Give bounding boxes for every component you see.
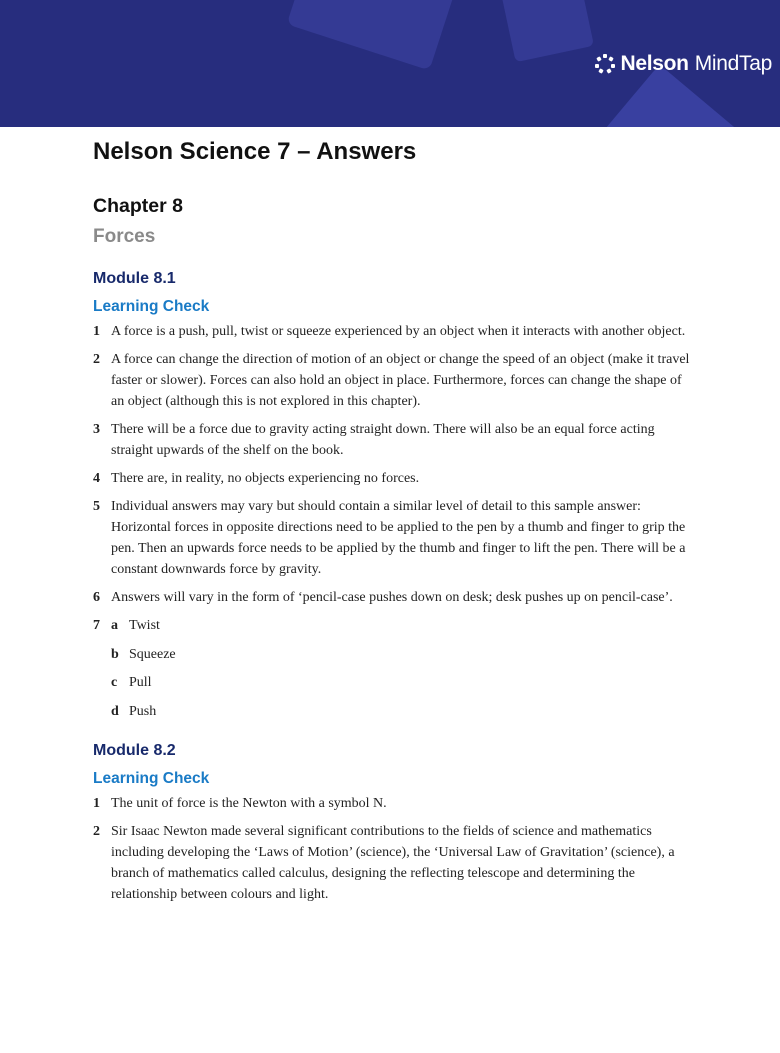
sub-answer <box>93 672 693 693</box>
document-body <box>93 138 693 912</box>
answer-item <box>93 321 693 342</box>
answer-number: 3 <box>93 422 100 437</box>
answer-number: 1 <box>93 795 100 811</box>
sub-answer <box>93 701 693 722</box>
sub-answer-letter: b <box>111 646 119 662</box>
sub-answer-text: Twist <box>129 618 160 633</box>
answer-text: A force can change the direction of motion of an object or change the speed of an object (make it travel faster or slower). Forces can also hold an object in place. Furthermore, forces can change the shape of an object (although this is not explored in this chapter). <box>111 352 690 409</box>
chapter-label: Chapter 8 <box>93 195 183 217</box>
answer-item <box>93 821 693 905</box>
answer-list <box>93 321 693 608</box>
chapter-name: Forces <box>93 226 156 247</box>
answer-text: A force is a push, pull, twist or squeeze experienced by an object when it interacts with another object. <box>111 324 686 339</box>
answer-item <box>93 468 693 489</box>
banner-decoration <box>496 0 594 62</box>
answer-number: 1 <box>93 324 100 339</box>
nelson-logo-icon <box>594 54 616 74</box>
sub-answer <box>93 615 693 636</box>
module-heading: Module 8.1 <box>93 270 176 287</box>
sub-answer-letter: a <box>111 618 118 633</box>
sub-answer-text: Squeeze <box>129 646 176 662</box>
answer-item <box>93 587 693 608</box>
answer-number: 5 <box>93 499 100 514</box>
sub-answer-text: Push <box>129 703 157 719</box>
answer-text: There are, in reality, no objects experiencing no forces. <box>111 471 420 486</box>
answer-text: The unit of force is the Newton with a symbol N. <box>111 795 387 811</box>
sub-answer <box>93 644 693 665</box>
nelson-mindtap-logo <box>594 52 773 76</box>
answer-text: Sir Isaac Newton made several significant contributions to the fields of science and mathematics including developing the ‘Laws of Motion’ (science), the ‘Universal Law of Gravitation’ (science), a branch of mathematics called calculus, designing the reflecting telescope and determining the relationship between colours and light. <box>111 823 675 902</box>
answer-number: 2 <box>93 823 100 839</box>
answer-list <box>93 793 693 905</box>
answer-text: Answers will vary in the form of ‘pencil-case pushes down on desk; desk pushes up on pencil-case’. <box>111 590 673 605</box>
banner-decoration <box>287 0 464 70</box>
learning-check-heading: Learning Check <box>93 769 210 787</box>
header-banner <box>0 0 780 127</box>
answer-item <box>93 793 693 814</box>
answer-number: 2 <box>93 352 100 367</box>
answer-number: 4 <box>93 471 100 486</box>
answer-item-7 <box>93 615 693 722</box>
answer-item <box>93 496 693 580</box>
answer-number: 7 <box>93 618 100 633</box>
answer-text: Individual answers may vary but should contain a similar level of detail to this sample answer: Horizontal forces in opposite directions need to be applied to the pen by a thumb and finger to grip the pen. Then an upwards force needs to be applied by the thumb and finger to lift the pen. There will be a constant downwards force by gravity. <box>111 499 686 577</box>
answer-item <box>93 349 693 412</box>
page-title: Nelson Science 7 – Answers <box>93 138 417 165</box>
answer-text: There will be a force due to gravity acting straight down. There will also be an equal force acting straight upwards of the shelf on the book. <box>111 422 655 458</box>
answer-item <box>93 419 693 461</box>
sub-answer-letter: c <box>111 675 118 690</box>
learning-check-heading: Learning Check <box>93 298 210 315</box>
sub-answer-text: Pull <box>129 675 152 690</box>
brand-name-light: MindTap <box>694 52 772 75</box>
sub-answer-letter: d <box>111 703 119 719</box>
module-heading: Module 8.2 <box>93 741 176 759</box>
brand-name-bold: Nelson <box>620 52 689 75</box>
answer-number: 6 <box>93 590 100 605</box>
